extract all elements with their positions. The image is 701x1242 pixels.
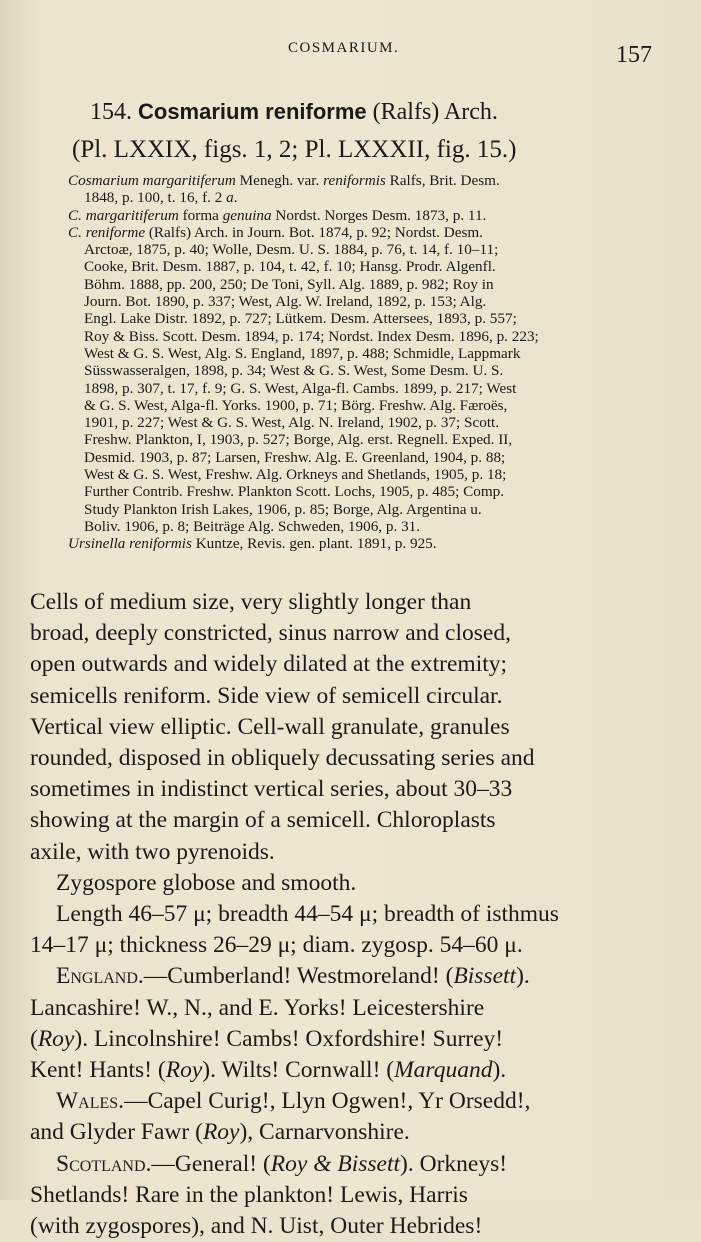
region-wales: Wales. <box>56 1088 125 1115</box>
measurements-line-2: 14–17 μ; thickness 26–29 μ; diam. zygosp. 54–60 μ. <box>30 932 523 959</box>
synonymy-line: West & G. S. West, Alg. S. England, 1897, p. 488; Schmidle, Lappmark <box>84 344 521 362</box>
synonymy-line: Ursinella reniformis Kuntze, Revis. gen. plant. 1891, p. 925. <box>68 535 437 553</box>
description-line: Cells of medium size, very slightly longer than <box>30 589 472 615</box>
description-line: semicells reniform. Side view of semicell circular. <box>30 682 503 709</box>
distribution-england-3: (Roy). Lincolnshire! Cambs! Oxfordshire! Surrey! <box>30 1025 504 1052</box>
distribution-scotland-3: (with zygospores), and N. Uist, Outer Hebrides! <box>30 1213 483 1240</box>
description-line: sometimes in indistinct vertical series, about 30–33 <box>30 776 513 803</box>
distribution-england-4: Kent! Hants! (Roy). Wilts! Cornwall! (Marquand). <box>30 1057 507 1084</box>
synonymy-line: Arctoæ, 1875, p. 40; Wolle, Desm. U. S. 1884, p. 76, t. 14, f. 10–11; <box>84 241 499 259</box>
description-line: open outwards and widely dilated at the extremity; <box>30 651 508 678</box>
synonymy-line: Engl. Lake Distr. 1892, p. 727; Lütkem. Desm. Attersees, 1893, p. 557; <box>84 310 517 328</box>
synonymy-line: West & G. S. West, Freshw. Alg. Orkneys and Shetlands, 1905, p. 18; <box>84 466 507 484</box>
distribution-wales-2: and Glyder Fawr (Roy), Carnarvonshire. <box>30 1119 410 1146</box>
synonymy-line: Cooke, Brit. Desm. 1887, p. 104, t. 42, f. 10; Hansg. Prodr. Algenfl. <box>84 258 496 276</box>
species-authority: (Ralfs) Arch. <box>372 99 498 125</box>
region-scotland: Scotland. <box>56 1150 152 1177</box>
running-head: COSMARIUM. <box>288 40 400 56</box>
synonymy-line: Journ. Bot. 1890, p. 337; West, Alg. W. Ireland, 1892, p. 153; Alg. <box>84 293 487 311</box>
description-line: showing at the margin of a semicell. Chloroplasts <box>30 807 496 834</box>
synonymy-line: Cosmarium margaritiferum Menegh. var. reniformis Ralfs, Brit. Desm. <box>68 172 500 189</box>
synonymy-line: Freshw. Plankton, I, 1903, p. 527; Borge, Alg. erst. Regnell. Exped. II, <box>84 431 513 449</box>
description-line: axile, with two pyrenoids. <box>30 838 275 865</box>
synonymy-line: Roy & Biss. Scott. Desm. 1894, p. 174; Nordst. Index Desm. 1896, p. 223; <box>84 327 539 345</box>
plate-references: (Pl. LXXIX, figs. 1, 2; Pl. LXXXII, fig. 15.) <box>72 136 517 163</box>
distribution-england-1: England.—Cumberland! Westmoreland! (Bissett). <box>56 963 530 990</box>
species-number: 154. <box>90 99 132 125</box>
description-line: Vertical view elliptic. Cell-wall granulate, granules <box>30 713 510 740</box>
synonymy-line: Further Contrib. Freshw. Plankton Scott. Lochs, 1905, p. 485; Comp. <box>84 483 505 501</box>
synonymy-line: Böhm. 1888, pp. 200, 250; De Toni, Syll. Alg. 1889, p. 982; Roy in <box>84 275 494 293</box>
synonymy-line: C. margaritiferum forma genuina Nordst. Norges Desm. 1873, p. 11. <box>68 206 487 224</box>
distribution-scotland-2: Shetlands! Rare in the plankton! Lewis, Harris <box>30 1181 468 1208</box>
measurements-line-1: Length 46–57 μ; breadth 44–54 μ; breadth of isthmus <box>56 901 559 928</box>
description-line: broad, deeply constricted, sinus narrow and closed, <box>30 620 511 647</box>
species-heading <box>90 96 650 128</box>
synonymy-block <box>68 172 660 553</box>
page-number: 157 <box>616 42 652 68</box>
synonymy-line: C. reniforme (Ralfs) Arch. in Journ. Bot. 1874, p. 92; Nordst. Desm. <box>68 223 483 241</box>
description-block <box>30 587 652 1242</box>
distribution-england-2: Lancashire! W., N., and E. Yorks! Leicestershire <box>30 994 485 1021</box>
synonymy-line: Boliv. 1906, p. 8; Beiträge Alg. Schweden, 1906, p. 31. <box>84 517 421 535</box>
synonymy-line: & G. S. West, Alga-fl. Yorks. 1900, p. 71; Börg. Freshw. Alg. Færoës, <box>84 396 508 414</box>
synonymy-line: 1898, p. 307, t. 17, f. 9; G. S. West, Alga-fl. Cambs. 1899, p. 217; West <box>84 379 517 397</box>
description-line: rounded, disposed in obliquely decussating series and <box>30 745 535 772</box>
distribution-scotland-1: Scotland.—General! (Roy & Bissett). Orkneys! <box>56 1150 508 1177</box>
synonymy-line: Desmid. 1903, p. 87; Larsen, Freshw. Alg. E. Greenland, 1904, p. 88; <box>84 448 506 466</box>
zygospore-line: Zygospore globose and smooth. <box>56 869 357 896</box>
synonymy-line: 1848, p. 100, t. 16, f. 2 a. <box>84 189 238 207</box>
species-name: Cosmarium reniforme <box>138 99 367 124</box>
synonymy-line: Study Plankton Irish Lakes, 1906, p. 85; Borge, Alg. Argentina u. <box>84 500 482 518</box>
synonymy-line: Süsswasseralgen, 1898, p. 34; West & G. S. West, Some Desm. U. S. <box>84 362 504 380</box>
synonymy-line: 1901, p. 227; West & G. S. West, Alg. N. Ireland, 1902, p. 37; Scott. <box>84 414 500 432</box>
distribution-wales-1: Wales.—Capel Curig!, Llyn Ogwen!, Yr Orsedd!, <box>56 1088 531 1115</box>
region-england: England. <box>56 963 144 990</box>
